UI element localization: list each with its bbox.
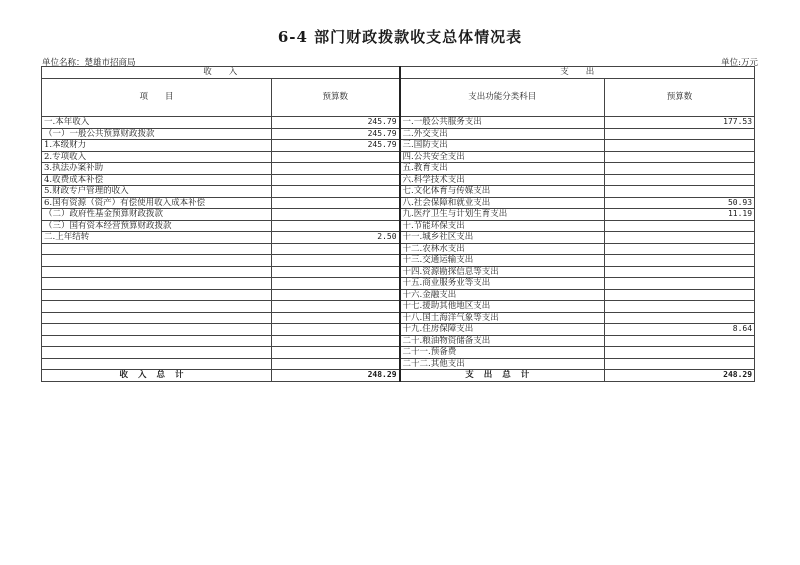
total-income-value: 248.29 bbox=[272, 370, 400, 382]
table-row bbox=[42, 255, 755, 267]
item-cell bbox=[42, 243, 272, 255]
budget-cell bbox=[272, 151, 400, 163]
func-cell: 十四.资源勘探信息等支出 bbox=[400, 266, 605, 278]
budget-cell: 245.79 bbox=[272, 117, 400, 129]
item-cell: 一.本年收入 bbox=[42, 117, 272, 129]
budget2-cell bbox=[605, 243, 755, 255]
budget-cell bbox=[272, 347, 400, 359]
budget2-cell bbox=[605, 278, 755, 290]
table-row bbox=[42, 209, 755, 221]
item-cell bbox=[42, 358, 272, 370]
budget-cell bbox=[272, 301, 400, 313]
table-row bbox=[42, 163, 755, 175]
budget-table bbox=[41, 66, 755, 382]
func-cell: 十.节能环保支出 bbox=[400, 220, 605, 232]
total-expense-value: 248.29 bbox=[605, 370, 755, 382]
budget2-cell bbox=[605, 128, 755, 140]
table-row bbox=[42, 324, 755, 336]
item-cell bbox=[42, 278, 272, 290]
budget-cell bbox=[272, 312, 400, 324]
budget-cell bbox=[272, 209, 400, 221]
table-row bbox=[42, 312, 755, 324]
budget2-cell bbox=[605, 163, 755, 175]
total-row bbox=[42, 370, 755, 382]
table-row bbox=[42, 289, 755, 301]
table-row bbox=[42, 243, 755, 255]
budget-cell bbox=[272, 220, 400, 232]
budget-cell bbox=[272, 197, 400, 209]
page-title: 6-4 部门财政拨款收支总体情况表 bbox=[277, 28, 523, 46]
table-row bbox=[42, 140, 755, 152]
table-row bbox=[42, 358, 755, 370]
budget2-cell bbox=[605, 335, 755, 347]
item-cell: 5.财政专户管理的收入 bbox=[42, 186, 272, 198]
func-cell: 十三.交通运输支出 bbox=[400, 255, 605, 267]
col-item-header: 项 目 bbox=[42, 79, 272, 117]
budget-cell: 245.79 bbox=[272, 140, 400, 152]
budget-cell bbox=[272, 278, 400, 290]
item-cell: 二.上年结转 bbox=[42, 232, 272, 244]
budget2-cell bbox=[605, 255, 755, 267]
budget-cell bbox=[272, 186, 400, 198]
table-row bbox=[42, 220, 755, 232]
budget-cell bbox=[272, 266, 400, 278]
budget-cell bbox=[272, 243, 400, 255]
func-cell: 十六.金融支出 bbox=[400, 289, 605, 301]
budget2-cell bbox=[605, 186, 755, 198]
item-cell: 4.收费成本补偿 bbox=[42, 174, 272, 186]
income-header: 收 入 bbox=[42, 67, 400, 79]
budget2-cell bbox=[605, 151, 755, 163]
func-cell: 四.公共安全支出 bbox=[400, 151, 605, 163]
budget-cell bbox=[272, 358, 400, 370]
budget-cell bbox=[272, 289, 400, 301]
func-cell: 十七.援助其他地区支出 bbox=[400, 301, 605, 313]
func-cell: 二.外交支出 bbox=[400, 128, 605, 140]
item-cell: （一）一般公共预算财政拨款 bbox=[42, 128, 272, 140]
item-cell bbox=[42, 289, 272, 301]
item-cell bbox=[42, 255, 272, 267]
item-cell: 2.专项收入 bbox=[42, 151, 272, 163]
func-cell: 十八.国土海洋气象等支出 bbox=[400, 312, 605, 324]
table-row bbox=[42, 128, 755, 140]
table-row bbox=[42, 186, 755, 198]
budget2-cell bbox=[605, 220, 755, 232]
func-cell: 三.国防支出 bbox=[400, 140, 605, 152]
item-cell: （二）政府性基金预算财政拨款 bbox=[42, 209, 272, 221]
item-cell bbox=[42, 347, 272, 359]
col-budget-header: 预算数 bbox=[272, 79, 400, 117]
budget2-cell bbox=[605, 312, 755, 324]
total-expense-label: 支出总计 bbox=[400, 370, 605, 382]
item-cell: 3.执法办案补助 bbox=[42, 163, 272, 175]
unit-label: 单位:万元 bbox=[721, 58, 758, 68]
budget-cell bbox=[272, 174, 400, 186]
budget2-cell bbox=[605, 174, 755, 186]
table-row bbox=[42, 174, 755, 186]
table-row bbox=[42, 335, 755, 347]
item-cell bbox=[42, 335, 272, 347]
total-income-label: 收入总计 bbox=[42, 370, 272, 382]
func-cell: 八.社会保障和就业支出 bbox=[400, 197, 605, 209]
budget2-cell bbox=[605, 140, 755, 152]
item-cell bbox=[42, 312, 272, 324]
expense-header: 支 出 bbox=[400, 67, 755, 79]
table-row bbox=[42, 301, 755, 313]
budget-cell bbox=[272, 324, 400, 336]
budget2-cell bbox=[605, 266, 755, 278]
item-cell: （三）国有资本经营预算财政拨款 bbox=[42, 220, 272, 232]
budget2-cell: 177.53 bbox=[605, 117, 755, 129]
budget2-cell: 50.93 bbox=[605, 197, 755, 209]
unit-name: 单位名称：楚雄市招商局 bbox=[42, 58, 136, 68]
section-header-row bbox=[42, 67, 755, 79]
table-row bbox=[42, 278, 755, 290]
func-cell: 九.医疗卫生与计划生育支出 bbox=[400, 209, 605, 221]
func-cell: 五.教育支出 bbox=[400, 163, 605, 175]
func-cell: 六.科学技术支出 bbox=[400, 174, 605, 186]
table-body bbox=[42, 67, 755, 382]
func-cell: 一.一般公共服务支出 bbox=[400, 117, 605, 129]
budget-cell: 2.50 bbox=[272, 232, 400, 244]
item-cell bbox=[42, 324, 272, 336]
table-row bbox=[42, 151, 755, 163]
budget2-cell: 11.19 bbox=[605, 209, 755, 221]
table-row bbox=[42, 347, 755, 359]
func-cell: 十二.农林水支出 bbox=[400, 243, 605, 255]
budget2-cell: 8.64 bbox=[605, 324, 755, 336]
budget-cell: 245.79 bbox=[272, 128, 400, 140]
budget2-cell bbox=[605, 289, 755, 301]
budget2-cell bbox=[605, 232, 755, 244]
item-cell: 1.本级财力 bbox=[42, 140, 272, 152]
func-cell: 二十二.其他支出 bbox=[400, 358, 605, 370]
budget2-cell bbox=[605, 301, 755, 313]
column-header-row bbox=[42, 79, 755, 117]
col-budget2-header: 预算数 bbox=[605, 79, 755, 117]
budget2-cell bbox=[605, 347, 755, 359]
table-row bbox=[42, 266, 755, 278]
table-row bbox=[42, 197, 755, 209]
col-func-header: 支出功能分类科目 bbox=[400, 79, 605, 117]
budget2-cell bbox=[605, 358, 755, 370]
func-cell: 十五.商业服务业等支出 bbox=[400, 278, 605, 290]
func-cell: 七.文化体育与传媒支出 bbox=[400, 186, 605, 198]
func-cell: 十一.城乡社区支出 bbox=[400, 232, 605, 244]
table-row bbox=[42, 117, 755, 129]
table-row bbox=[42, 232, 755, 244]
func-cell: 十九.住房保障支出 bbox=[400, 324, 605, 336]
budget-cell bbox=[272, 335, 400, 347]
item-cell: 6.国有资源（资产）有偿使用收入成本补偿 bbox=[42, 197, 272, 209]
budget-cell bbox=[272, 255, 400, 267]
func-cell: 二十.粮油物资储备支出 bbox=[400, 335, 605, 347]
func-cell: 二十一.预备费 bbox=[400, 347, 605, 359]
budget-cell bbox=[272, 163, 400, 175]
item-cell bbox=[42, 266, 272, 278]
item-cell bbox=[42, 301, 272, 313]
